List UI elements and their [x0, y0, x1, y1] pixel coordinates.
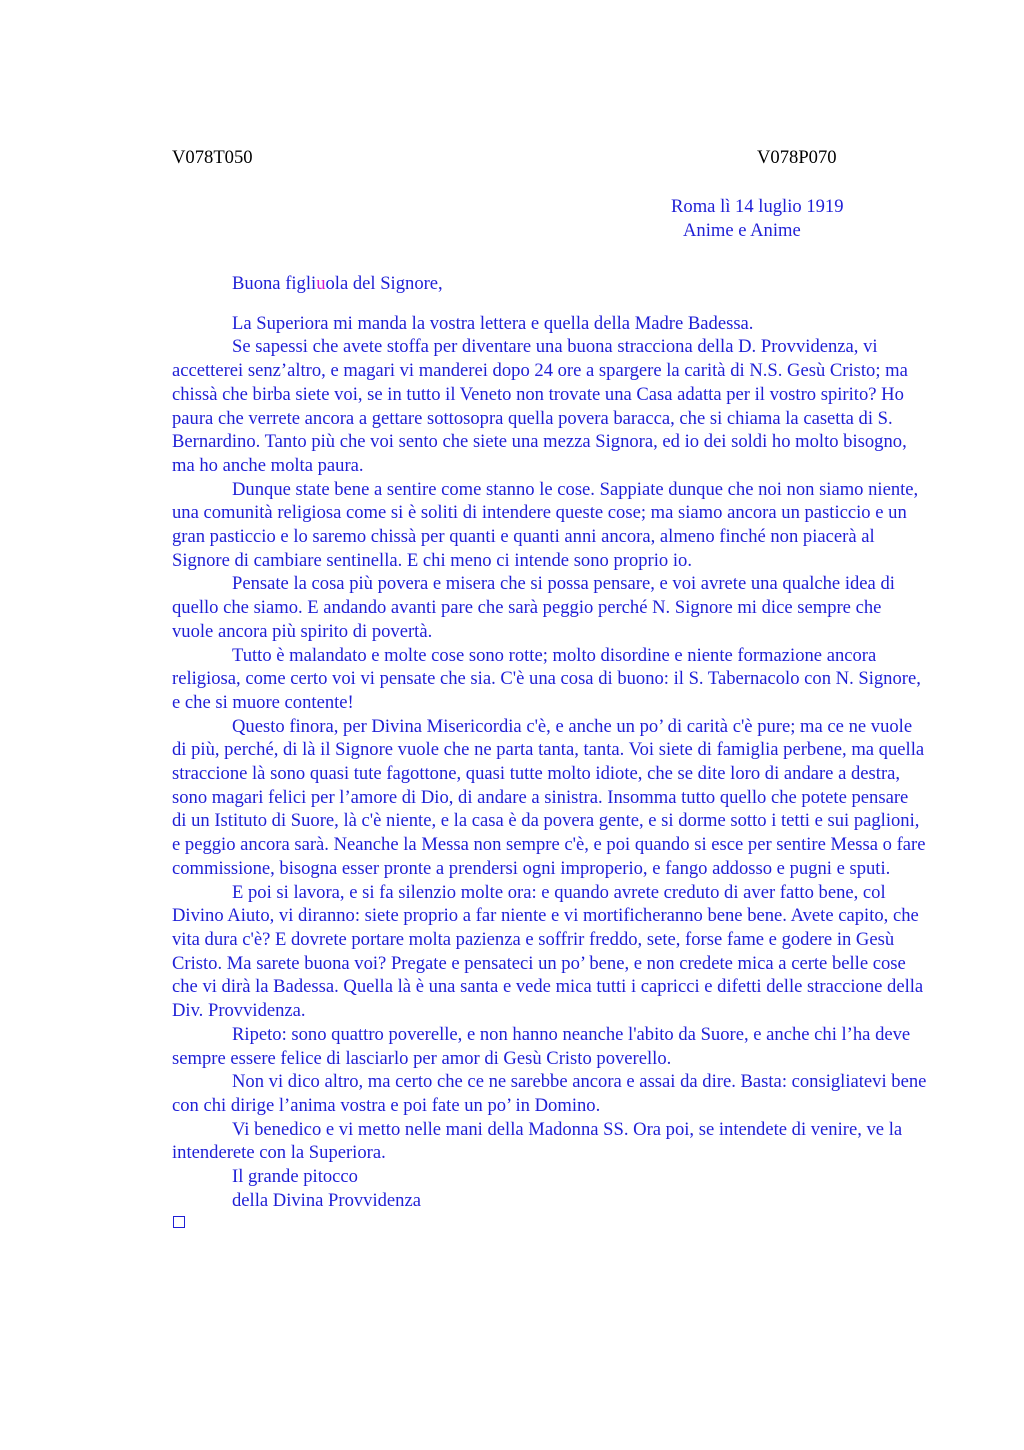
salutation-end: ola del Signore, — [325, 273, 443, 294]
dateline — [671, 195, 844, 242]
place-date: Roma lì 14 luglio 1919 — [671, 196, 844, 217]
archive-code-left: V078T050 — [172, 147, 253, 168]
archive-code-right: V078P070 — [757, 147, 837, 168]
paragraph: Se sapessi che avete stoffa per diventare una buona stracciona della D. Provvidenza, vi accetterei senz’altro, e magari vi manderei dopo 24 ore a spargere la carità di N.S. Gesù Cristo; ma chissà che birba siete voi, se in tutto il Veneto non trovate una Casa adatta per il vostro spirito? Ho paura che verrete ancora a gettare sottosopra quella povera baracca, che si chiama la casetta di S. Bernardino. Tanto più che voi sento che siete una mezza Signora, ed io dei soldi ho molto bisogno, ma ho anche molta paura. — [172, 336, 908, 476]
salutation-highlight: u — [316, 273, 326, 294]
paragraph: Ripeto: sono quattro poverelle, e non hanno neanche l'abito da Suore, e anche chi l’ha deve sempre essere felice di lasciarlo per amor di Gesù Cristo poverello. — [172, 1023, 911, 1069]
paragraph: Dunque state bene a sentire come stanno le cose. Sappiate dunque che noi non siamo niente, una comunità religiosa come si è soliti di intendere queste cose; ma siamo ancora un pasticcio e un gran pasticcio e lo saremo chissà per quanti e quanti anni ancora, almeno finché non piacerà al Signore di cambiare sentinella. E chi meno ci intende sono proprio io. — [172, 478, 919, 571]
paragraph: Pensate la cosa più povera e misera che si possa pensare, e voi avrete una qualche idea di quello che siamo. E andando avanti pare che sarà peggio perché N. Signore mi dice sempre che vuole ancora più spirito di povertà. — [172, 573, 895, 642]
paragraph: Non vi dico altro, ma certo che ce ne sarebbe ancora e assai da dire. Basta: consigliatevi bene con chi dirige l’anima vostra e poi fate un po’ in Domino. — [172, 1071, 927, 1116]
salutation-start: Buona figli — [232, 273, 317, 294]
signature-line-2: della Divina Provvidenza — [232, 1189, 421, 1211]
signature-line-1: Il grande pitocco — [232, 1166, 358, 1188]
motto: Anime e Anime — [683, 219, 801, 241]
paragraph: Questo finora, per Divina Misericordia c'è, e anche un po’ di carità c'è pure; ma ce ne vuole di più, perché, di là il Signore vuole che ne parta tanta, tanta. Voi siete di famiglia perbene, ma quella straccione là sono quasi tute fagottone, quasi tutte molto idiote, che se dite loro di andare a destra, sono magari felici per l’amore di Dio, di andare a sinistra. Insomma tutto quello che potete pensare di un Istituto di Suore, là c'è niente, e la casa è da povera gente, e si dorme sotto i tetti e sui paglioni, e peggio ancora sarà. Neanche la Messa non sempre c'è, e poi quando si esce per sentire Messa o fare commissione, bisogna esser pronte a prendersi ogni improperio, e fango addosso e pugni e sputi. — [172, 715, 926, 879]
paragraph: E poi si lavora, e si fa silenzio molte ora: e quando avrete creduto di aver fatto bene, col Divino Aiuto, vi diranno: siete proprio a far niente e vi mortificheranno bene bene. Avete capito, che vita dura c'è? E dovrete portare molta pazienza e soffrir freddo, sete, forse fame e godere in Gesù Cristo. Ma sarete buona voi? Pregate e pensateci un po’ bene, e non credete mica a certe belle cose che vi dirà la Badessa. Quella là è una santa e vede mica tutti i capricci e difetti delle straccione della Div. Provvidenza. — [172, 881, 924, 1022]
paragraph: Tutto è malandato e molte cose sono rotte; molto disordine e niente formazione ancora religiosa, come certo voi vi pensate che sia. C'è una cosa di buono: il S. Tabernacolo con N. Signore, e che si muore contente! — [172, 644, 921, 713]
letter-body — [172, 272, 927, 1228]
paragraph: Vi benedico e vi metto nelle mani della Madonna SS. Ora poi, se intendete di venire, ve la intenderete con la Superiora. — [172, 1118, 903, 1164]
end-square-icon — [173, 1216, 185, 1228]
salutation — [172, 272, 927, 296]
paragraph: La Superiora mi manda la vostra lettera e quella della Madre Badessa. — [232, 312, 754, 334]
